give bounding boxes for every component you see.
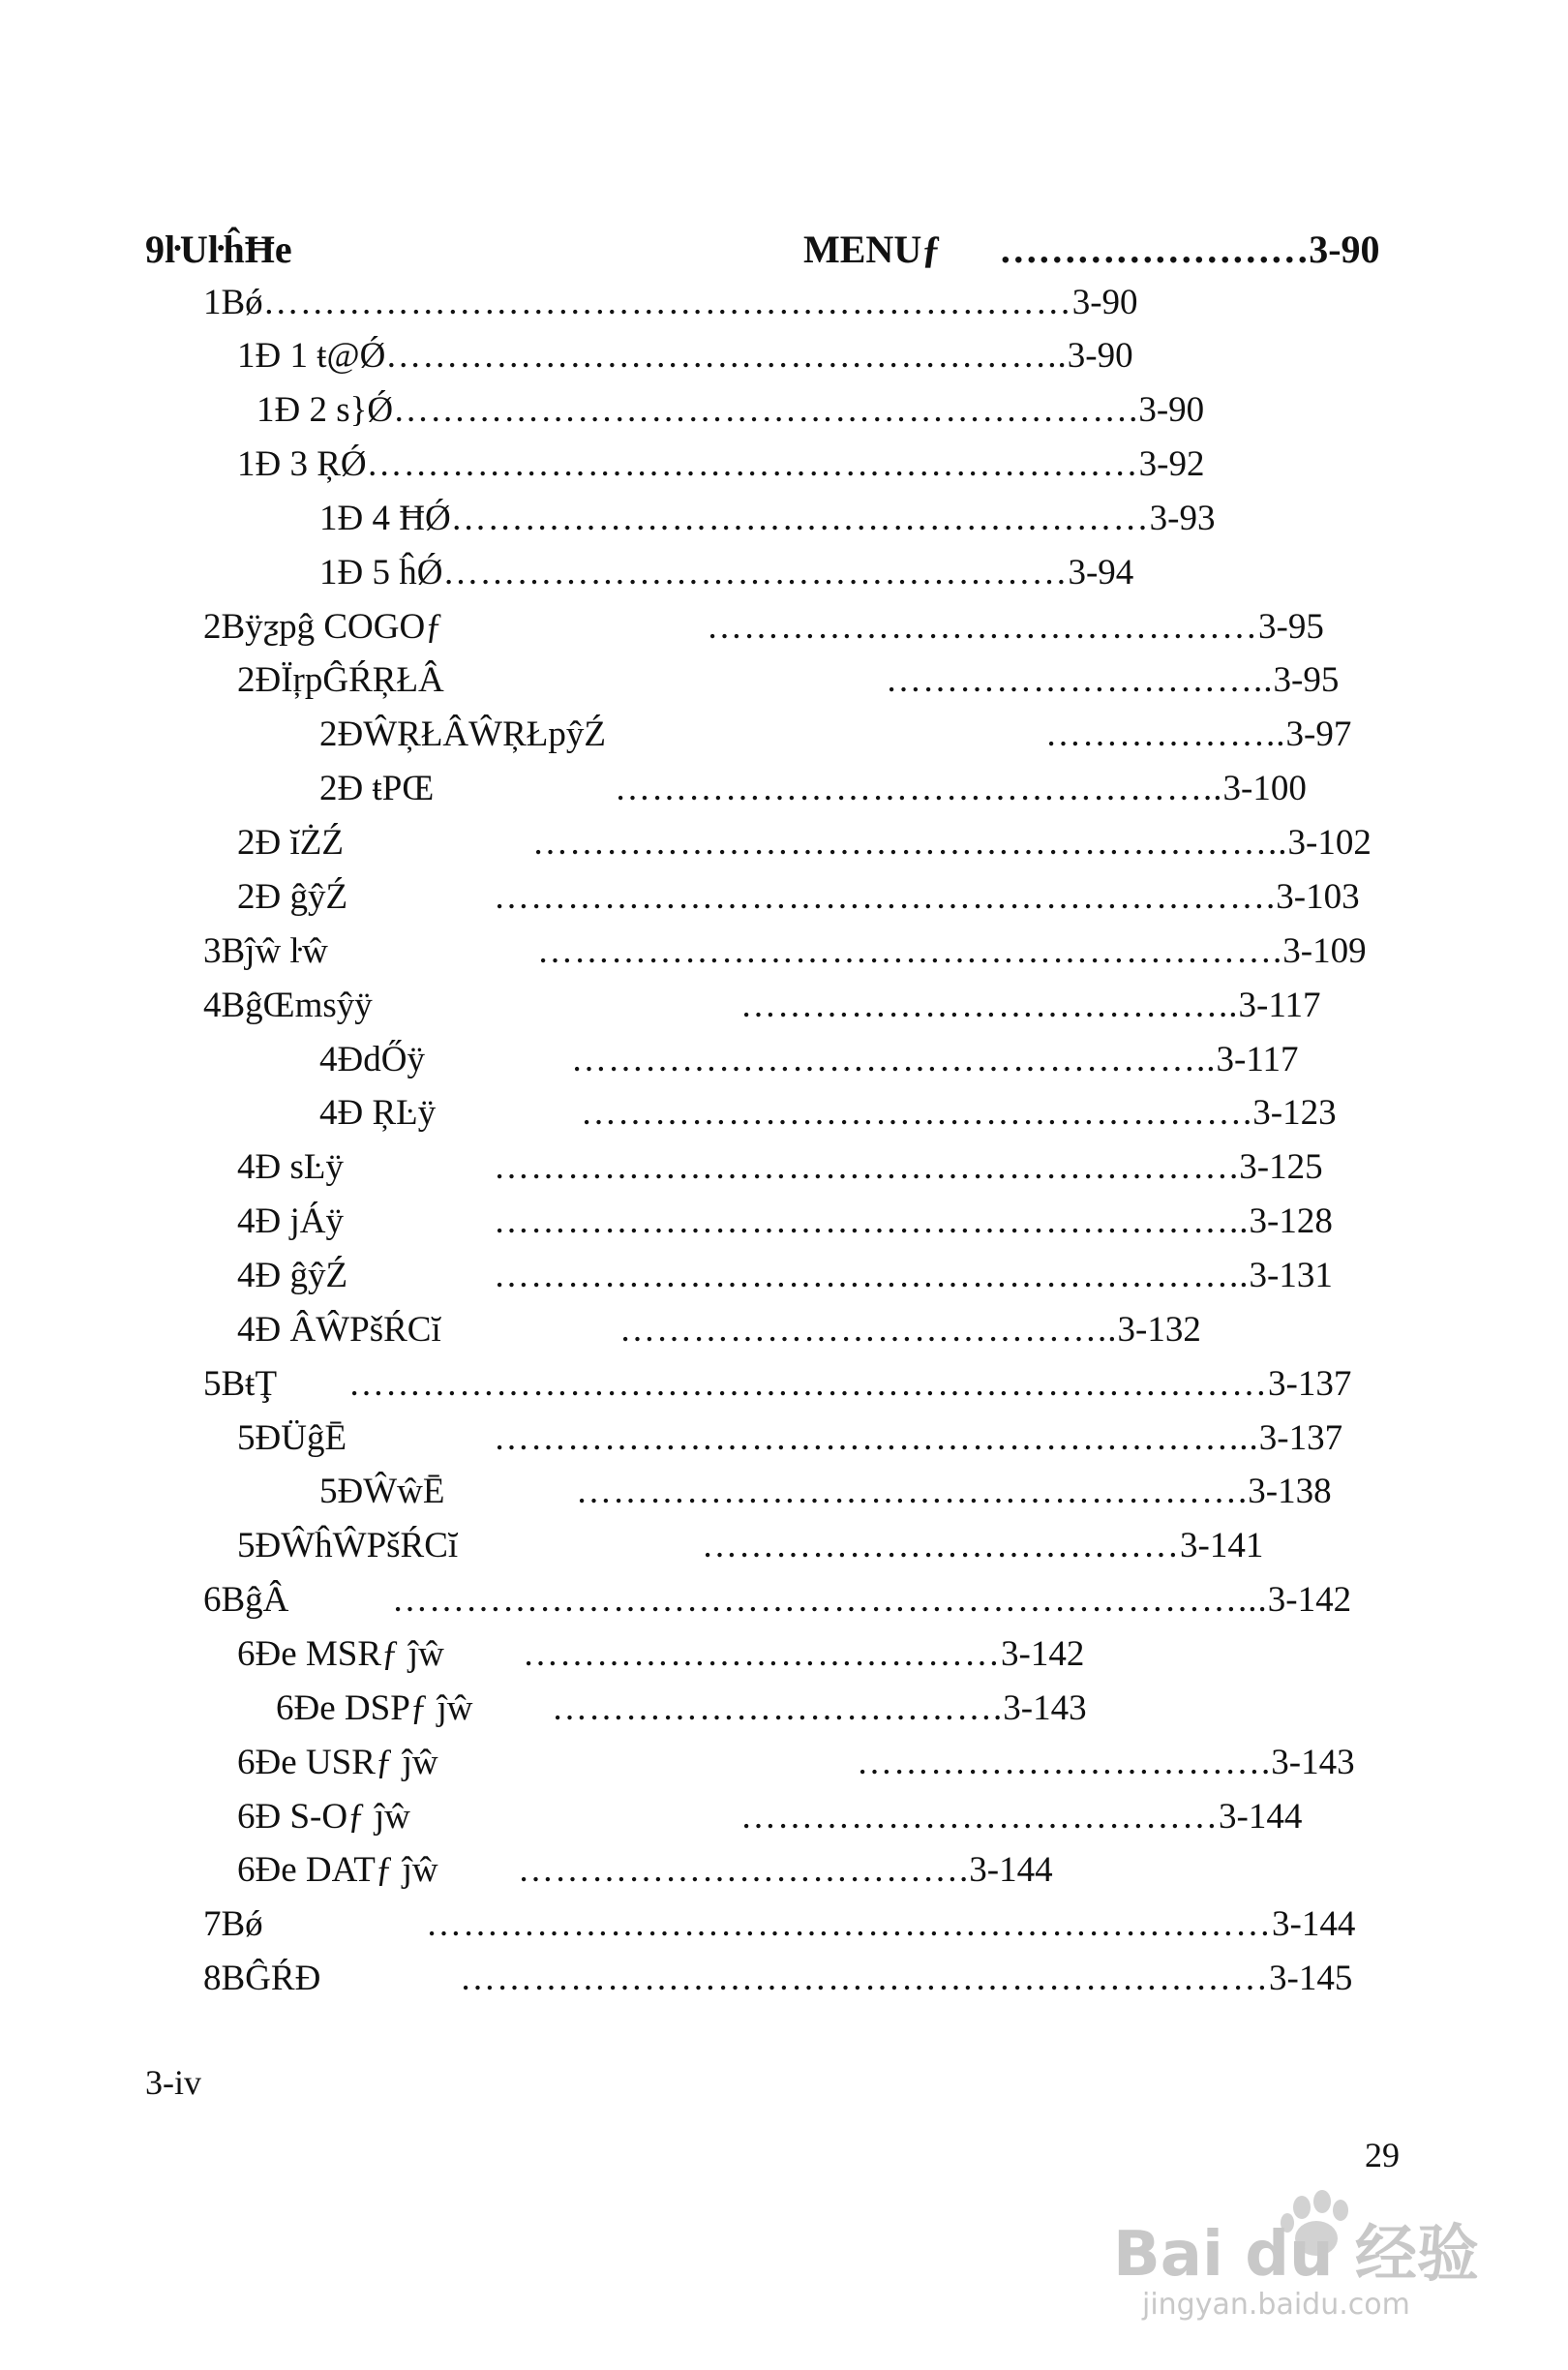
- toc-entry-leader: ………………………………………………………: [366, 444, 1139, 484]
- toc-entry-leader: ……………………………………………: [442, 553, 1069, 592]
- toc-entry-leader: …………………………………………………………: [262, 283, 1072, 322]
- toc-entry: [237, 1249, 1333, 1303]
- toc-entry: [203, 1898, 1355, 1952]
- toc-entry-page: 3-138: [1248, 1472, 1332, 1511]
- toc-entry-page: 3-144: [1219, 1797, 1303, 1837]
- toc-entry: [256, 383, 1204, 438]
- toc-entry-leader: ……………………………….: [518, 1850, 970, 1890]
- toc-entry-leader: …………………………………………..: [615, 769, 1223, 808]
- toc-entry: [237, 1843, 1053, 1898]
- toc-entry-label: 3Bĵŵ ŀŵ: [203, 931, 328, 971]
- toc-entry-leader: …………………………………: [740, 1797, 1219, 1837]
- toc-entry-page: 3-145: [1269, 1959, 1353, 1998]
- toc-entry-page: 3-90: [1067, 336, 1133, 376]
- toc-entry: [319, 492, 1216, 546]
- toc-entry-page: 3-97: [1285, 714, 1352, 754]
- toc-entry-label: 1Bǿ: [203, 283, 263, 322]
- toc-entry-label: 2Ð ĭŻŹ: [237, 823, 344, 863]
- toc-entry-label: 4BĝŒmsŷÿ: [203, 986, 373, 1025]
- toc-entry: [203, 1573, 1351, 1627]
- toc-entry-page: 3-128: [1249, 1201, 1333, 1241]
- toc-entry-page: 3-143: [1003, 1688, 1087, 1728]
- toc-entry-page: 3-92: [1138, 444, 1205, 484]
- toc-entry-page: 3-144: [969, 1850, 1053, 1890]
- toc-entry: [237, 816, 1372, 870]
- toc-entry-leader: ……………………………………………………..: [532, 823, 1288, 863]
- toc-entry-page: 3-132: [1117, 1310, 1201, 1350]
- toc-entry-page: 3-142: [1267, 1580, 1352, 1620]
- toc-entry: [319, 546, 1133, 600]
- toc-entry-page: 3-141: [1180, 1526, 1264, 1565]
- toc-entry-label: 7Bǿ: [203, 1904, 263, 1944]
- toc-entry: [319, 762, 1307, 816]
- toc-entry-leader: ……………………………………………………………: [426, 1904, 1272, 1944]
- toc-entry-leader: ……………………………….: [552, 1688, 1004, 1728]
- toc-entry-label: 1Ð 5 ĥǾ: [319, 553, 443, 592]
- toc-entry-label: 6Ðe USRƒ ĵŵ: [237, 1743, 438, 1782]
- toc-entry-label: 2ÐŴŖŁÂŴŖŁpŷŹ: [319, 714, 606, 754]
- toc-entry-leader: …………………………………………………: [450, 499, 1150, 538]
- toc-entry: [237, 1303, 1201, 1357]
- page-number: 29: [1365, 2136, 1400, 2174]
- baidu-paw-icon: [1103, 2178, 1510, 2324]
- toc-entry-leader: …………………………………………………………: [460, 1959, 1269, 1998]
- toc-entry: [203, 600, 1324, 654]
- toc-entry-page: 3-109: [1282, 931, 1367, 971]
- toc-entry-leader: …………………………….: [857, 1743, 1272, 1782]
- toc-entry-leader: ……………………………………………………..: [494, 1201, 1250, 1241]
- toc-entry-label: 6Ðe DATƒ ĵŵ: [237, 1850, 438, 1890]
- watermark-url: jingyan.baidu.com: [1142, 2288, 1410, 2322]
- toc-entry: [319, 1086, 1337, 1140]
- toc-entry-leader: …………………………………: [523, 1634, 1001, 1674]
- toc-entry: [237, 653, 1339, 708]
- toc-entry-label: 6Ð S-Oƒ ĵŵ: [237, 1797, 410, 1837]
- toc-entry-page: 3-102: [1287, 823, 1372, 863]
- toc-entry-leader: ………………..: [1045, 714, 1286, 754]
- toc-entry: [237, 1195, 1333, 1249]
- toc-entry-page: 3-94: [1068, 553, 1134, 592]
- toc-entry-label: 1Ð 4 ĦǾ: [319, 499, 451, 538]
- toc-entry-page: 3-95: [1273, 660, 1340, 700]
- toc-entry: [319, 1465, 1332, 1519]
- toc-heading-dots: ……………………: [999, 228, 1310, 271]
- toc-entry: [237, 870, 1360, 925]
- toc-entry: [237, 1412, 1342, 1466]
- toc-heading-menu: MENUƒ: [803, 228, 942, 271]
- toc-entry-leader: …………………………………..: [740, 986, 1239, 1025]
- toc-entry-page: 3-143: [1271, 1743, 1355, 1782]
- toc-entry-page: 3-93: [1149, 499, 1216, 538]
- toc-entry-leader: …………………………………………………….: [494, 1147, 1240, 1187]
- toc-entry-label: 1Ð 1 ŧ@Ǿ: [237, 336, 386, 376]
- toc-entry-leader: …………………………………..: [619, 1310, 1118, 1350]
- toc-entry-leader: ……………………………………………..: [571, 1040, 1217, 1079]
- toc-entry-leader: ………………………………………: [707, 607, 1258, 647]
- toc-entry-label: 4Ð ĝŷŹ: [237, 1256, 348, 1295]
- toc-entry-label: 1Ð 3 ŖǾ: [237, 444, 367, 484]
- toc-entry-label: 5ÐÜĝĒ: [237, 1418, 347, 1458]
- page-footer: 3-iv: [145, 2063, 201, 2102]
- toc-entry-page: 3-137: [1268, 1364, 1352, 1404]
- toc-entry: [237, 1790, 1302, 1844]
- toc-entry: [203, 979, 1320, 1033]
- toc-entry-label: 1Ð 2 s}Ǿ: [256, 390, 394, 430]
- toc-entry-page: 3-90: [1138, 390, 1205, 430]
- toc-entry-page: 3-125: [1239, 1147, 1323, 1187]
- toc-entry-page: 3-131: [1249, 1256, 1333, 1295]
- toc-entry-page: 3-142: [1001, 1634, 1085, 1674]
- toc-entry-label: 6Ðe DSPƒ ĵŵ: [276, 1688, 473, 1728]
- toc-entry-label: 4ÐdŐÿ: [319, 1040, 425, 1079]
- toc-entry-page: 3-95: [1258, 607, 1324, 647]
- toc-entry-label: 4Ð jÁÿ: [237, 1201, 344, 1241]
- toc-entry-label: 4Ð ŖĿÿ: [319, 1093, 437, 1133]
- watermark-brand: Bai du 经验: [1113, 2219, 1479, 2291]
- toc-entry: [203, 925, 1367, 979]
- toc-entry: [237, 329, 1133, 383]
- toc-entry: [203, 276, 1138, 330]
- toc-entry: [237, 438, 1204, 492]
- toc-entry: [237, 1519, 1263, 1573]
- toc-entry-label: 2Ð ŧPŒ: [319, 769, 435, 808]
- toc-entry: [203, 1952, 1352, 2006]
- toc-entry: [203, 1357, 1351, 1412]
- toc-entry-leader: ……………………………………………………….: [494, 877, 1277, 917]
- toc-entry-label: 4Ð ÂŴPšŔCĭ: [237, 1310, 441, 1350]
- toc-entry-label: 2ÐÏŗpĜŔŖŁÂ: [237, 660, 444, 700]
- toc-entry-label: 5ÐŴŵĒ: [319, 1472, 445, 1511]
- toc-entry-label: 6BĝÂ: [203, 1580, 289, 1620]
- toc-entry-page: 3-117: [1216, 1040, 1299, 1079]
- toc-entry-leader: ……………………………………………….: [581, 1093, 1253, 1133]
- toc-entry-page: 3-137: [1258, 1418, 1343, 1458]
- toc-entry-page: 3-100: [1222, 769, 1307, 808]
- toc-entry-label: 2Ð ĝŷŹ: [237, 877, 348, 917]
- toc-entry-page: 3-117: [1238, 986, 1321, 1025]
- toc-entry-leader: ……………………………………………….: [576, 1472, 1249, 1511]
- baidu-watermark: [1103, 2178, 1510, 2324]
- toc-entry-label: 2Bÿƺpĝ COGOƒ: [203, 607, 443, 647]
- toc-entry-leader: ……………………………………………………………...: [392, 1580, 1268, 1620]
- toc-entry-leader: …………………………………………………………………: [348, 1364, 1268, 1404]
- toc-heading-page: 3-90: [1309, 228, 1380, 271]
- toc-entry: [237, 1140, 1323, 1195]
- toc-entry-page: 3-90: [1071, 283, 1138, 322]
- toc-entry-label: 5BŧŢ: [203, 1364, 278, 1404]
- toc-heading-menu-group: [803, 223, 1380, 277]
- toc-entry: [237, 1736, 1355, 1790]
- toc-entry-leader: …………………………..: [886, 660, 1274, 700]
- toc-entry-page: 3-144: [1272, 1904, 1356, 1944]
- toc-entry-leader: ……………………………………………………...: [494, 1418, 1259, 1458]
- toc-entry-label: 4Ð sĿÿ: [237, 1147, 344, 1187]
- toc-entry-leader: ………………………………………………..: [385, 336, 1068, 376]
- toc-entry-leader: …………………………………: [702, 1526, 1180, 1565]
- toc-entry-label: 6Ðe MSRƒ ĵŵ: [237, 1634, 444, 1674]
- toc-entry-leader: …………………………………………………….: [537, 931, 1283, 971]
- toc-entry: [319, 708, 1351, 762]
- toc-entry: [319, 1033, 1298, 1087]
- toc-heading: [145, 223, 292, 277]
- toc-entry-page: 3-103: [1276, 877, 1360, 917]
- toc-entry-label: 8BĜŔĐ: [203, 1959, 321, 1998]
- toc-entry-page: 3-123: [1252, 1093, 1337, 1133]
- toc-entry-leader: ……………………………………………………..: [494, 1256, 1250, 1295]
- toc-entry: [237, 1627, 1084, 1682]
- toc-entry: [276, 1682, 1087, 1736]
- toc-heading-label: 9ŀUŀĥĦe: [145, 228, 292, 271]
- toc-entry-label: 5ÐŴĥŴPšŔCĭ: [237, 1526, 459, 1565]
- toc-entry-leader: …………………………………………………….: [393, 390, 1139, 430]
